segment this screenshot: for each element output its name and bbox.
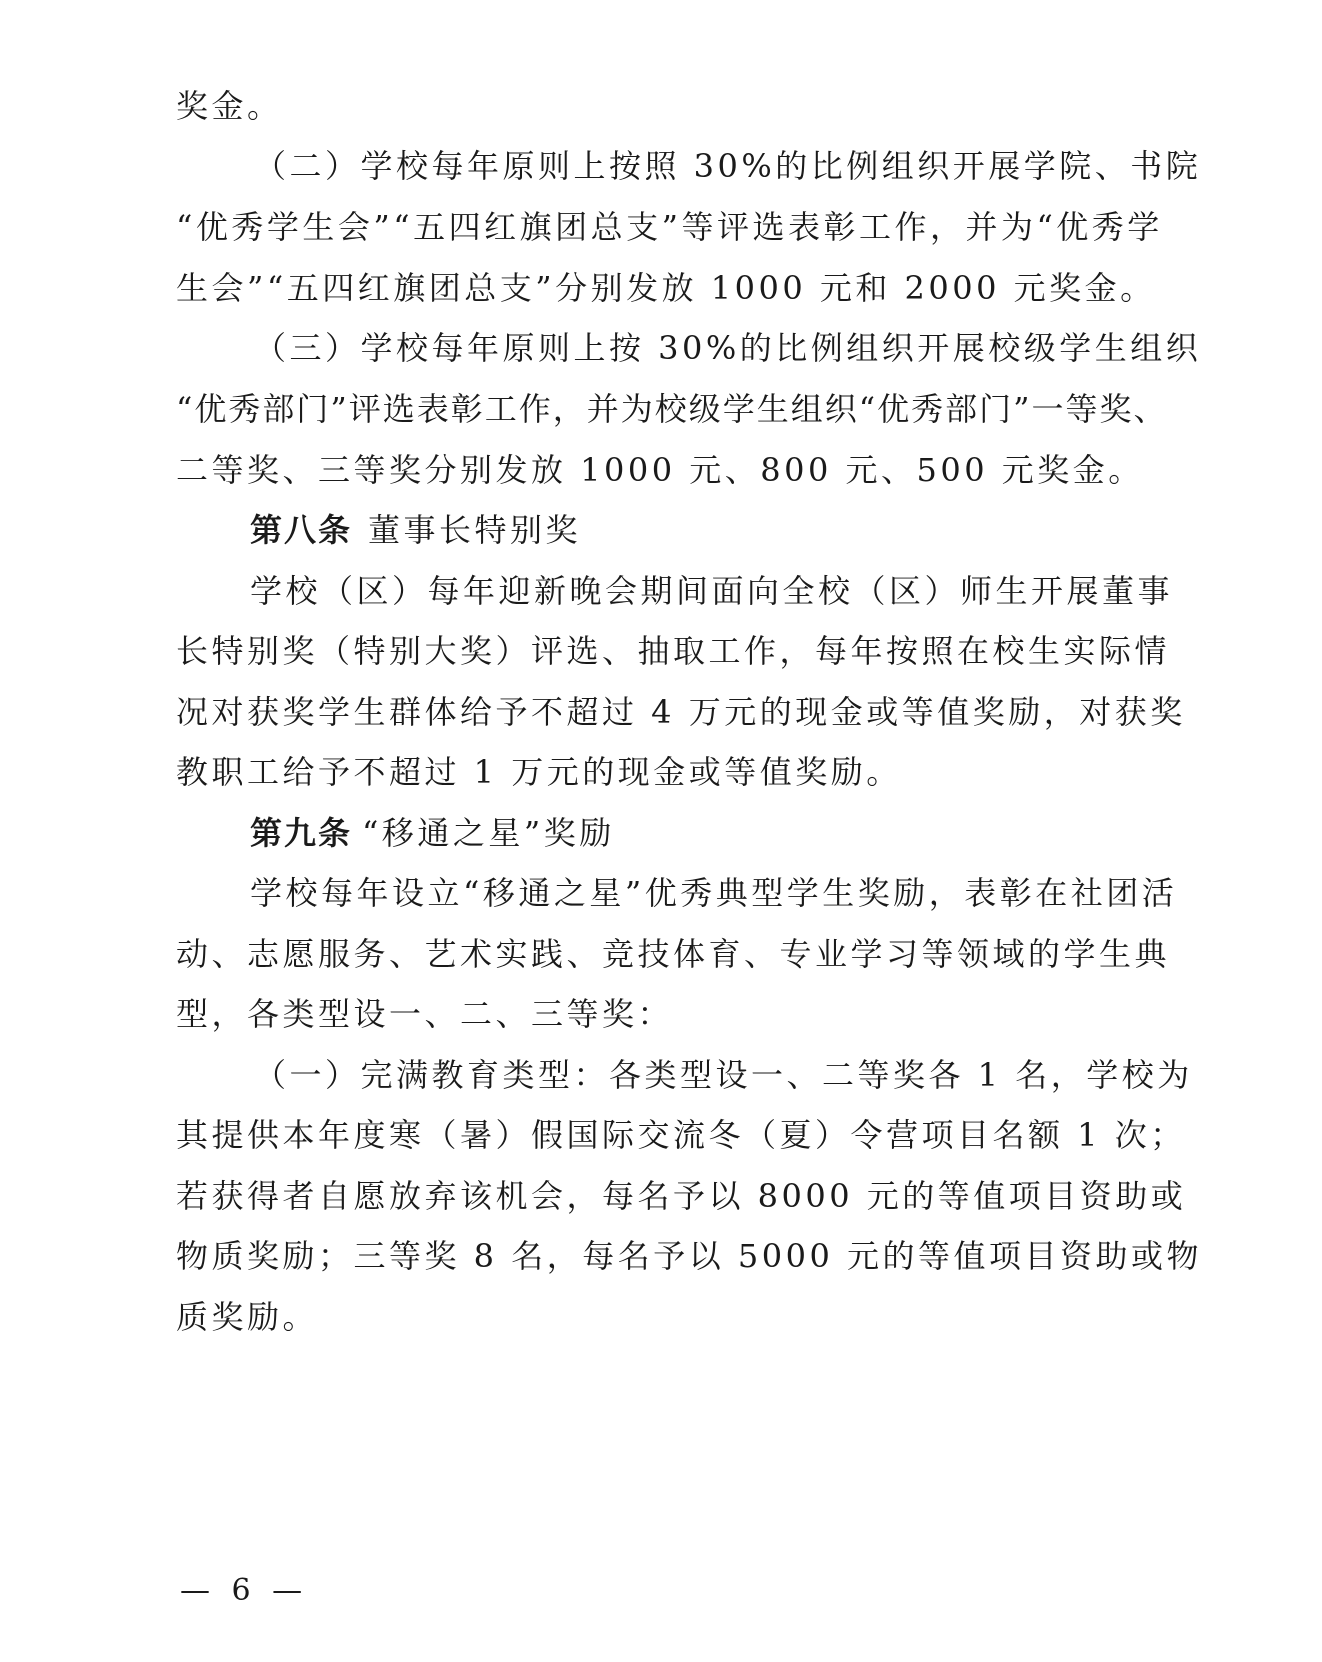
page-number: — 6 —	[180, 1573, 309, 1608]
paragraph-line: 二等奖、三等奖分别发放 1000 元、800 元、500 元奖金。	[176, 451, 1144, 489]
paragraph-line: 若获得者自愿放弃该机会，每名予以 8000 元的等值项目资助或	[176, 1177, 1187, 1215]
paragraph-line: 长特别奖（特别大奖）评选、抽取工作，每年按照在校生实际情	[176, 632, 1171, 670]
paragraph-line: 生会”“五四红旗团总支”分别发放 1000 元和 2000 元奖金。	[176, 269, 1156, 307]
article-8-number: 第八条	[250, 511, 353, 549]
paragraph-line: 其提供本年度寒（暑）假国际交流冬（夏）令营项目名额 1 次；	[176, 1116, 1186, 1154]
paragraph-line: 质奖励。	[176, 1298, 319, 1336]
paragraph-line: 况对获奖学生群体给予不超过 4 万元的现金或等值奖励，对获奖	[176, 693, 1186, 731]
article-9-heading	[250, 813, 1230, 853]
paragraph-line: 学校（区）每年迎新晚会期间面向全校（区）师生开展董事	[250, 572, 1174, 610]
paragraph-line: “优秀学生会”“五四红旗团总支”等评选表彰工作，并为“优秀学	[176, 208, 1163, 246]
article-9-number: 第九条	[250, 814, 353, 852]
article-9-title: “移通之星”奖励	[362, 814, 615, 852]
paragraph-line: 教职工给予不超过 1 万元的现金或等值奖励。	[176, 753, 902, 791]
paragraph-line: （一）完满教育类型：各类型设一、二等奖各 1 名，学校为	[254, 1056, 1193, 1094]
article-8-heading	[250, 510, 1230, 550]
paragraph-line: 动、志愿服务、艺术实践、竞技体育、专业学习等领域的学生典	[176, 935, 1171, 973]
paragraph-line: 学校每年设立“移通之星”优秀典型学生奖励，表彰在社团活	[250, 874, 1178, 912]
paragraph-line: 奖金。	[176, 87, 283, 125]
paragraph-line: 物质奖励；三等奖 8 名，每名予以 5000 元的等值项目资助或物	[176, 1237, 1202, 1275]
article-8-title: 董事长特别奖	[368, 511, 582, 549]
paragraph-line: （三）学校每年原则上按 30%的比例组织开展校级学生组织	[254, 329, 1202, 367]
paragraph-line: 型，各类型设一、二、三等奖：	[176, 995, 674, 1033]
paragraph-line: “优秀部门”评选表彰工作，并为校级学生组织“优秀部门”一等奖、	[176, 390, 1168, 428]
paragraph-line: （二）学校每年原则上按照 30%的比例组织开展学院、书院	[254, 147, 1202, 185]
